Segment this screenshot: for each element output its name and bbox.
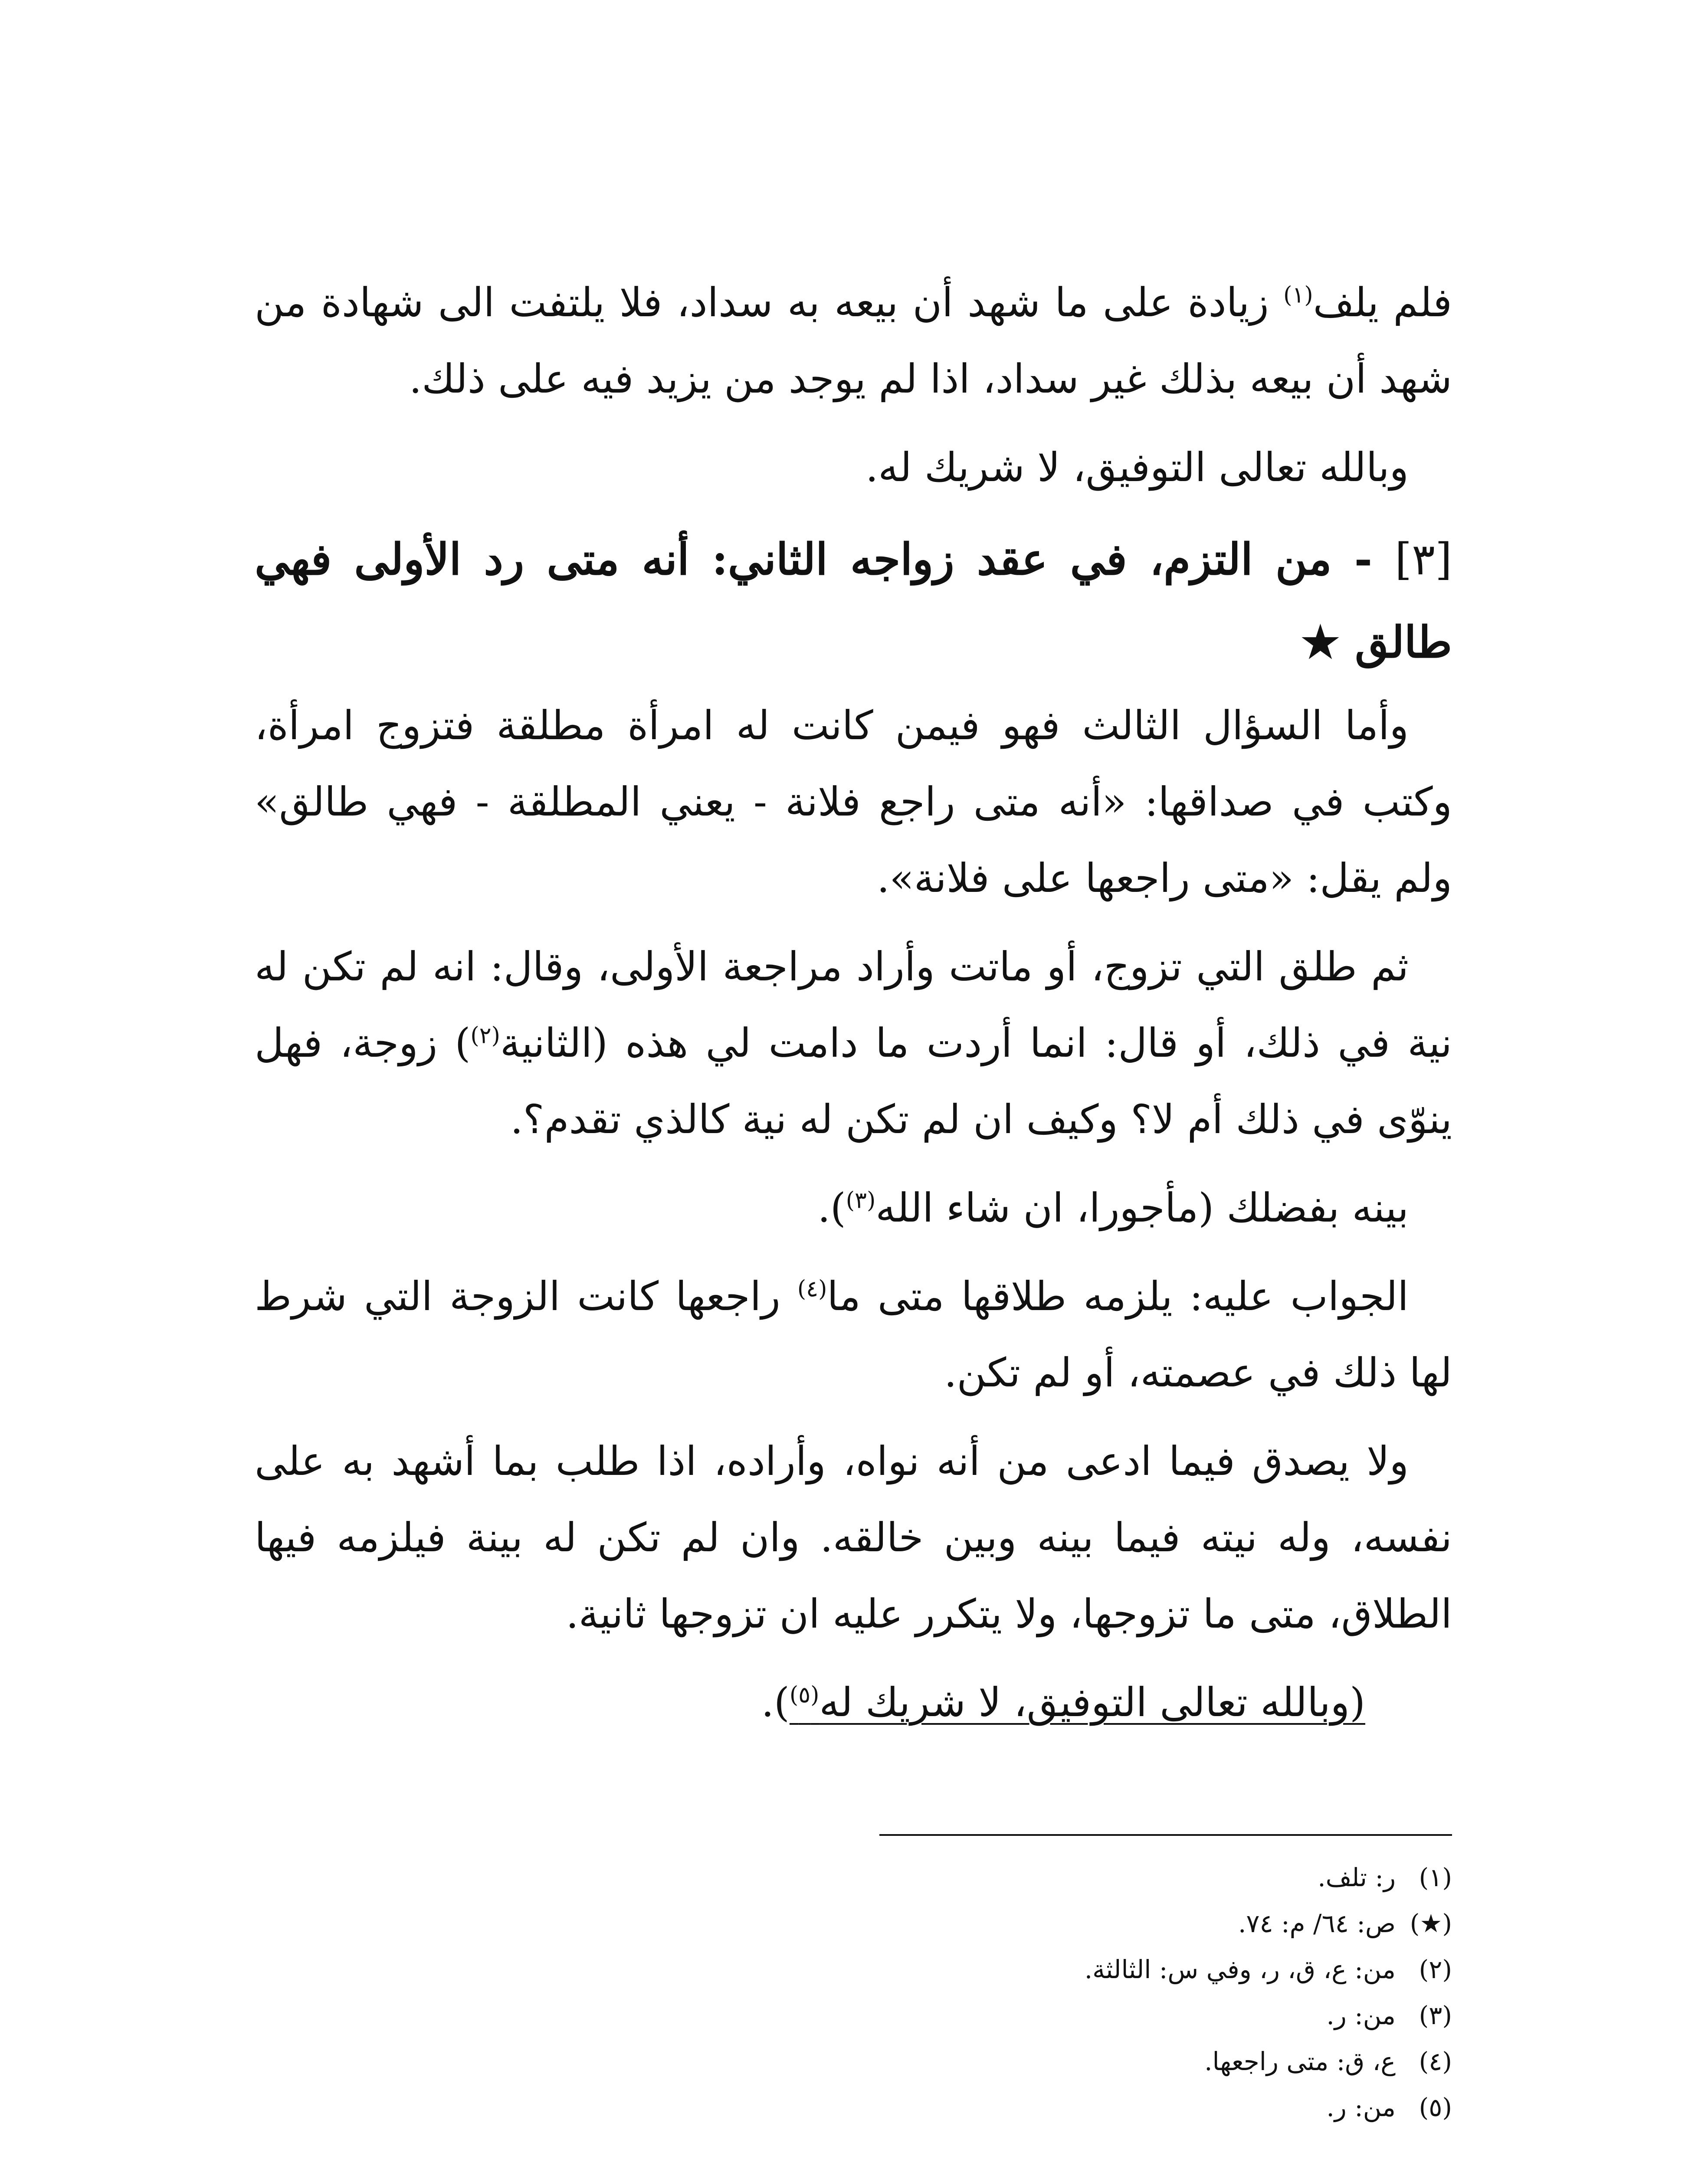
footnote-1 xyxy=(255,1854,1452,1900)
footnote-text: ص: ٦٤/ م: ٧٤. xyxy=(1238,1909,1396,1938)
footnote-ref-3: (٣) xyxy=(846,1187,876,1214)
footnote-marker: (١) xyxy=(1419,1863,1452,1892)
footnote-star xyxy=(255,1900,1452,1946)
paragraph-5-start: بينه بفضلك (مأجورا، ان شاء الله xyxy=(875,1185,1409,1231)
footnote-5 xyxy=(255,2084,1452,2130)
footnote-text: من: ر. xyxy=(1326,2093,1396,2122)
footnote-ref-4: (٤) xyxy=(797,1276,827,1302)
footnote-ref-2: (٢) xyxy=(470,1022,500,1049)
paragraph-7: ولا يصدق فيما ادعى من أنه نواه، وأراده، اذا طلب بما أشهد به على نفسه، وله نيته فيما بينه وبين خالقه. وان لم تكن له بينة فيلزمه فيها الطلاق، متى ما تزوجها، ولا يتكرر عليه ان تزوجها ثانية. xyxy=(255,1438,1452,1637)
closing-formula xyxy=(790,1664,1409,1741)
footnote-text: من: ر. xyxy=(1326,2001,1396,2030)
main-text xyxy=(255,265,1452,1753)
footnote-text: ع، ق: متى راجعها. xyxy=(1204,2047,1396,2076)
section-heading xyxy=(255,518,1452,683)
paragraph-6-end: راجعها كانت الزوجة التي شرط لها ذلك في عصمته، أو لم تكن. xyxy=(255,1273,1452,1396)
footnote-marker: (٥) xyxy=(1419,2093,1452,2122)
paragraph-5 xyxy=(255,1170,1452,1246)
footnote-marker: (★) xyxy=(1410,1909,1452,1938)
paragraph-8-start: (وبالله تعالى التوفيق، لا شريك له xyxy=(819,1679,1365,1726)
star-marker: ★ xyxy=(1301,616,1340,668)
footnote-marker: (٣) xyxy=(1419,2001,1452,2030)
footnote-text: ر: تلف. xyxy=(1318,1863,1396,1892)
paragraph-1-start: فلم يلف xyxy=(1313,279,1452,326)
paragraph-6-start: الجواب عليه: يلزمه طلاقها متى ما xyxy=(827,1273,1409,1320)
paragraph-8-end: ). xyxy=(761,1679,790,1726)
paragraph-2: وبالله تعالى التوفيق، لا شريك له. xyxy=(865,444,1409,491)
paragraph-3: وأما السؤال الثالث فهو فيمن كانت له امرأة مطلقة فتزوج امرأة، وكتب في صداقها: «أنه متى راجع فلانة - يعني المطلقة - فهي طالق» ولم يقل: «متى راجعها على فلانة». xyxy=(255,702,1452,901)
footnote-3 xyxy=(255,1992,1452,2038)
footnote-ref-1: (١) xyxy=(1283,282,1313,308)
paragraph-4-end: ) زوجة، فهل ينوّى في ذلك أم لا؟ وكيف ان لم تكن له نية كالذي تقدم؟. xyxy=(255,1020,1452,1143)
section-title: - من التزم، في عقد زواجه الثاني: أنه متى رد الأولى فهي طالق xyxy=(255,534,1452,668)
paragraph-4 xyxy=(255,929,1452,1158)
section-number: [٣] xyxy=(1395,534,1452,585)
footnote-marker: (٢) xyxy=(1419,1955,1452,1984)
paragraph-6 xyxy=(255,1258,1452,1411)
footnote-divider xyxy=(879,1834,1452,1836)
footnotes-list xyxy=(255,1854,1452,2130)
paragraph-5-end: ). xyxy=(817,1185,846,1231)
paragraph-1-end: زيادة على ما شهد أن بيعه به سداد، فلا يلتفت الى شهادة من شهد أن بيعه بذلك غير سداد، اذا لم يوجد من يزيد فيه على ذلك. xyxy=(255,279,1452,402)
footnote-text: من: ع، ق، ر، وفي س: الثالثة. xyxy=(1084,1955,1396,1984)
paragraph-8 xyxy=(255,1664,1452,1741)
footnote-2 xyxy=(255,1946,1452,1992)
paragraph-1 xyxy=(255,265,1452,417)
paragraph-4-start: ثم طلق التي تزوج، أو ماتت وأراد مراجعة الأولى، وقال: انه لم تكن له نية في ذلك، أو قال: انما أردت ما دامت لي هذه (الثانية xyxy=(255,944,1452,1066)
footnote-ref-5: (٥) xyxy=(789,1682,820,1708)
footnote-marker: (٤) xyxy=(1419,2047,1452,2076)
footnote-4 xyxy=(255,2038,1452,2084)
